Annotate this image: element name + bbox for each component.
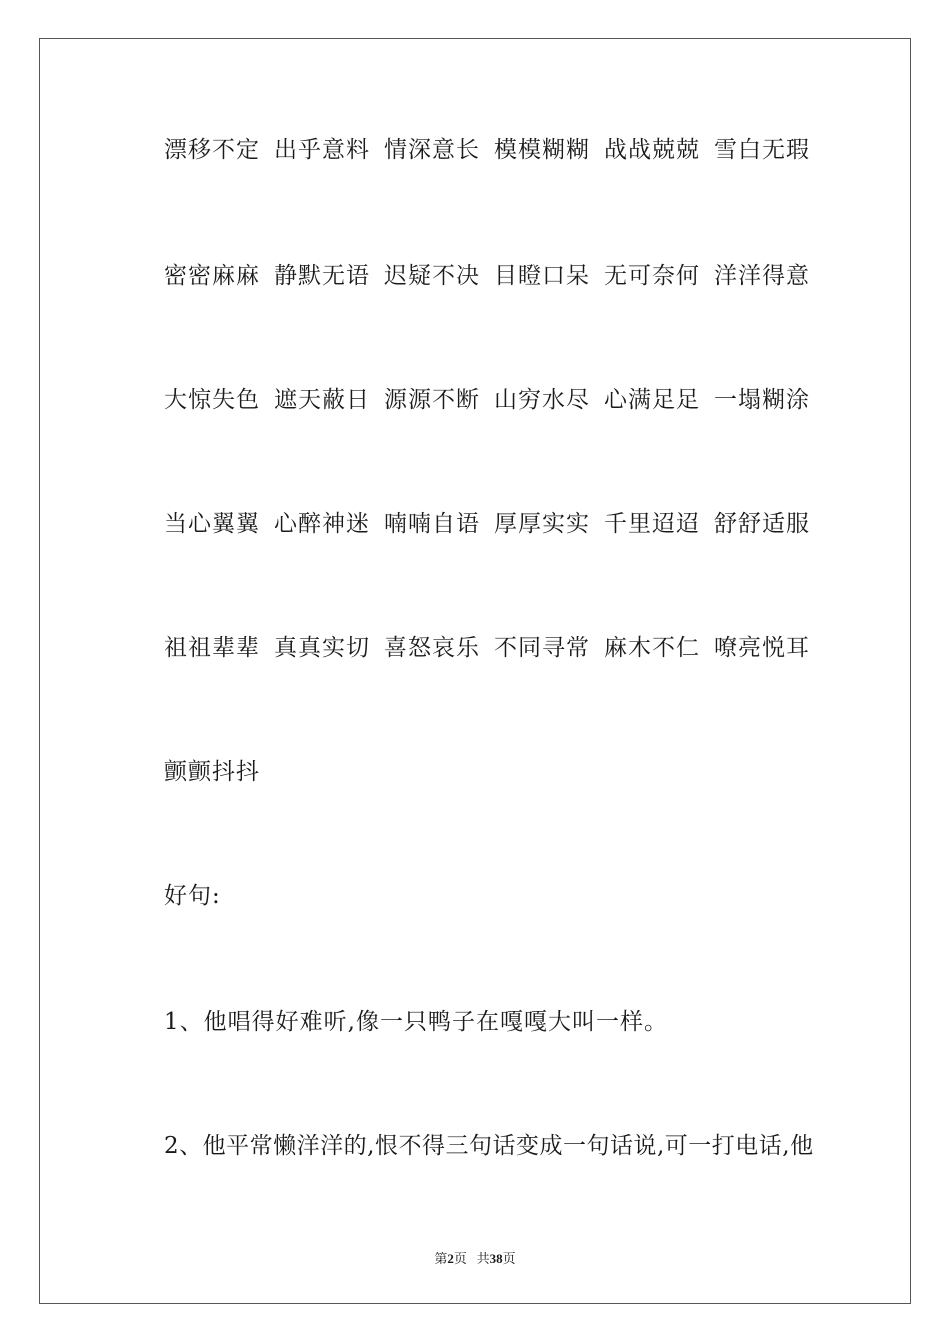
idiom-row [164,262,810,290]
idiom: 祖祖辈辈 [164,635,260,661]
idiom: 密密麻麻 [164,263,260,289]
page-number: 2 [447,1251,454,1266]
idiom: 战战兢兢 [604,137,700,163]
page-footer [0,1248,950,1267]
idiom: 出乎意料 [274,137,370,163]
idiom: 厚厚实实 [494,511,590,537]
idiom: 迟疑不决 [384,263,480,289]
idiom: 心醉神迷 [274,511,370,537]
idiom: 不同寻常 [494,635,590,661]
idiom: 目瞪口呆 [494,263,590,289]
idiom: 遮天蔽日 [274,387,370,413]
page-border [39,38,911,1304]
idiom-row [164,758,260,786]
idiom: 大惊失色 [164,387,260,413]
idiom: 麻木不仁 [604,635,700,661]
idiom-row [164,136,810,164]
sentence: 1、他唱得好难听,像一只鸭子在嘎嘎大叫一样。 [164,1009,668,1035]
idiom: 嘹亮悦耳 [714,635,810,661]
sentence: 2、他平常懒洋洋的,恨不得三句话变成一句话说,可一打电话,他 [164,1133,814,1159]
idiom: 模模糊糊 [494,137,590,163]
idiom: 漂移不定 [164,137,260,163]
idiom: 源源不断 [384,387,480,413]
page-suffix: 页 [453,1251,467,1266]
idiom: 当心翼翼 [164,511,260,537]
idiom: 千里迢迢 [604,511,700,537]
idiom: 无可奈何 [604,263,700,289]
idiom: 颤颤抖抖 [164,759,260,785]
idiom: 心满足足 [604,387,700,413]
idiom: 山穷水尽 [494,387,590,413]
idiom: 洋洋得意 [714,263,810,289]
page-prefix: 第 [434,1251,448,1266]
idiom: 喜怒哀乐 [384,635,480,661]
idiom: 一塌糊涂 [714,387,810,413]
idiom-row [164,510,810,538]
idiom-row [164,634,810,662]
total-suffix: 页 [502,1251,516,1266]
idiom: 真真实切 [274,635,370,661]
section-heading: 好句: [164,883,221,909]
total-pages: 38 [489,1251,503,1266]
total-prefix: 共 [476,1251,490,1266]
idiom: 情深意长 [384,137,480,163]
idiom: 喃喃自语 [384,511,480,537]
idiom: 舒舒适服 [714,511,810,537]
idiom: 雪白无瑕 [714,137,810,163]
idiom-row [164,386,810,414]
idiom: 静默无语 [274,263,370,289]
